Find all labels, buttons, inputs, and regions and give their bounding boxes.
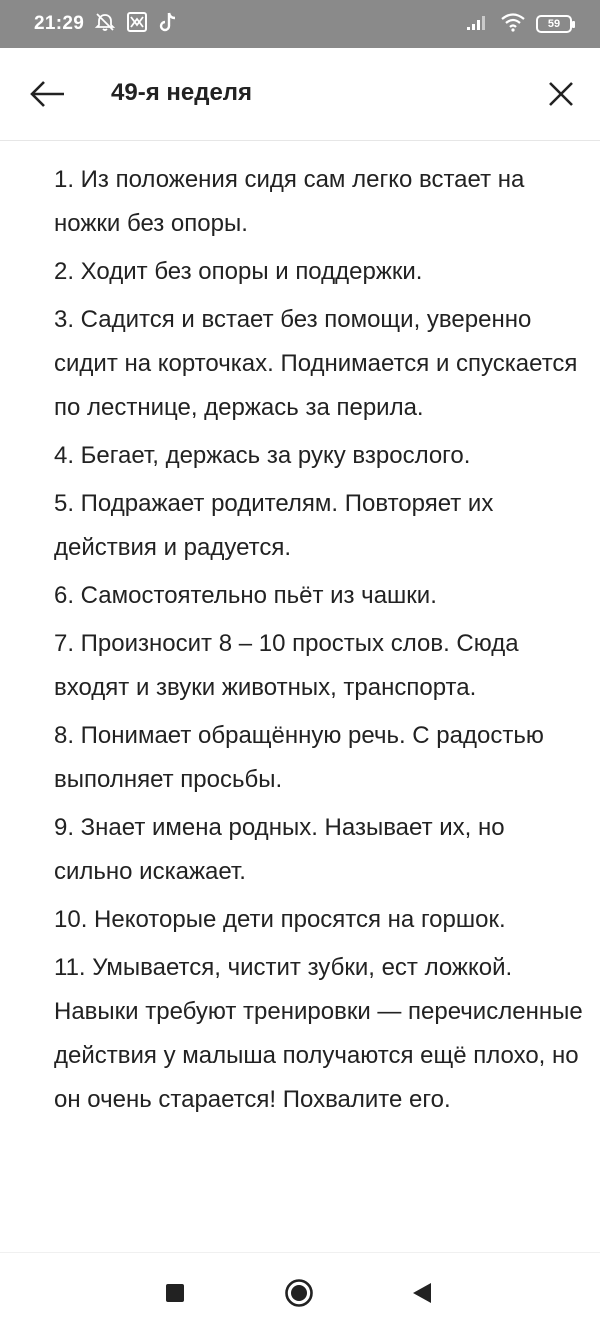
alarm-off-icon [94, 11, 116, 38]
status-time: 21:29 [34, 13, 85, 34]
milestones-list [54, 158, 584, 1126]
list-item: 11. Умывается, чистит зубки, ест ложкой. Навыки требуют тренировки — перечисленные действия у малыша получаются ещё плохо, но он очень старается! Похвалите его. [54, 954, 583, 1113]
recents-square-icon[interactable] [166, 1284, 184, 1302]
list-item: 10. Некоторые дети просятся на горшок. [54, 906, 506, 933]
list-item: 1. Из положения сидя сам легко встает на ножки без опоры. [54, 166, 525, 237]
list-item: 6. Самостоятельно пьёт из чашки. [54, 582, 437, 609]
close-button[interactable] [545, 78, 577, 110]
back-button[interactable] [28, 76, 68, 112]
list-item: 3. Садится и встает без помощи, уверенно сидит на корточках. Поднимается и спускается по лестнице, держась за перила. [54, 306, 578, 421]
signal-icon [466, 13, 490, 36]
app-notification-icon [126, 11, 148, 38]
battery-icon [536, 15, 572, 33]
app-header [0, 48, 600, 141]
list-item: 4. Бегает, держась за руку взрослого. [54, 442, 471, 469]
system-nav-bar [0, 1252, 600, 1333]
page-title: 49-я неделя [111, 79, 253, 106]
list-item: 7. Произносит 8 – 10 простых слов. Сюда входят и звуки животных, транспорта. [54, 630, 519, 701]
battery-level: 59 [547, 18, 561, 30]
status-right [466, 0, 572, 48]
list-item: 5. Подражает родителям. Повторяет их действия и радуется. [54, 490, 494, 561]
home-circle-icon[interactable] [284, 1278, 314, 1308]
status-left [34, 0, 178, 48]
tiktok-icon [158, 11, 178, 38]
arrow-left-icon [28, 76, 68, 112]
wifi-icon [500, 12, 526, 37]
status-bar [0, 0, 600, 48]
back-triangle-icon[interactable] [411, 1282, 433, 1304]
list-item: 8. Понимает обращённую речь. С радостью выполняет просьбы. [54, 722, 544, 793]
close-icon [545, 78, 577, 110]
list-item: 2. Ходит без опоры и поддержки. [54, 258, 423, 285]
list-item: 9. Знает имена родных. Называет их, но сильно искажает. [54, 814, 505, 885]
